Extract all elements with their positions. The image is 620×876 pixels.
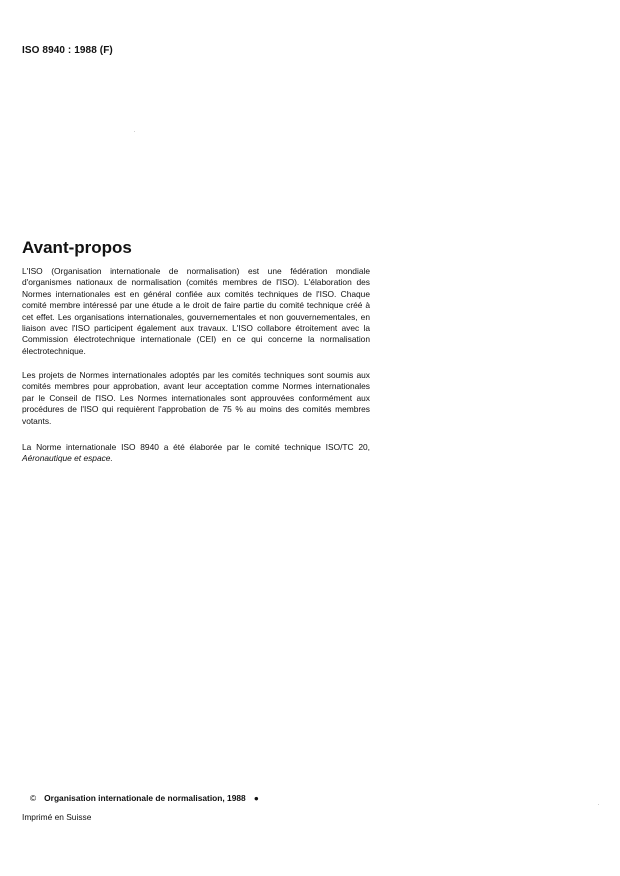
copyright-notice: [30, 793, 259, 803]
scan-speck: [134, 131, 135, 132]
foreword-paragraph-2: Les projets de Normes internationales adoptés par les comités techniques sont soumis aux comités membres pour approbation, avant leur acceptation comme Normes internationales par le Conseil de l'ISO. Les Normes internationales sont approuvées conformément aux procédures de l'ISO qui requièrent l'approbation de 75 % au moins des comités membres votants.: [22, 370, 370, 426]
paragraph-3-text: La Norme internationale ISO 8940 a été élaborée par le comité technique ISO/TC 20,: [22, 442, 370, 452]
bullet-icon: ●: [253, 793, 259, 803]
copyright-icon: ©: [30, 793, 37, 803]
copyright-text: Organisation internationale de normalisation, 1988: [44, 793, 246, 803]
standard-reference: ISO 8940 : 1988 (F): [22, 45, 113, 56]
foreword-paragraph-3: [22, 442, 370, 465]
foreword-title: Avant-propos: [22, 238, 132, 257]
printed-in-note: Imprimé en Suisse: [22, 812, 92, 822]
foreword-paragraph-1: L'ISO (Organisation internationale de normalisation) est une fédération mondiale d'organismes nationaux de normalisation (comités membres de l'ISO). L'élaboration des Normes internationales est en général confiée aux comités techniques de l'ISO. Chaque comité membre intéressé par une étude a le droit de faire partie du comité technique créé à cet effet. Les organisations internationales, gouvernementales et non gouvernementales, en liaison avec l'ISO participent également aux travaux. L'ISO collabore étroitement avec la Commission électrotechnique internationale (CEI) en ce qui concerne la normalisation électrotechnique.: [22, 266, 370, 356]
committee-title: Aéronautique et espace.: [22, 453, 113, 464]
scan-speck: [598, 804, 599, 805]
